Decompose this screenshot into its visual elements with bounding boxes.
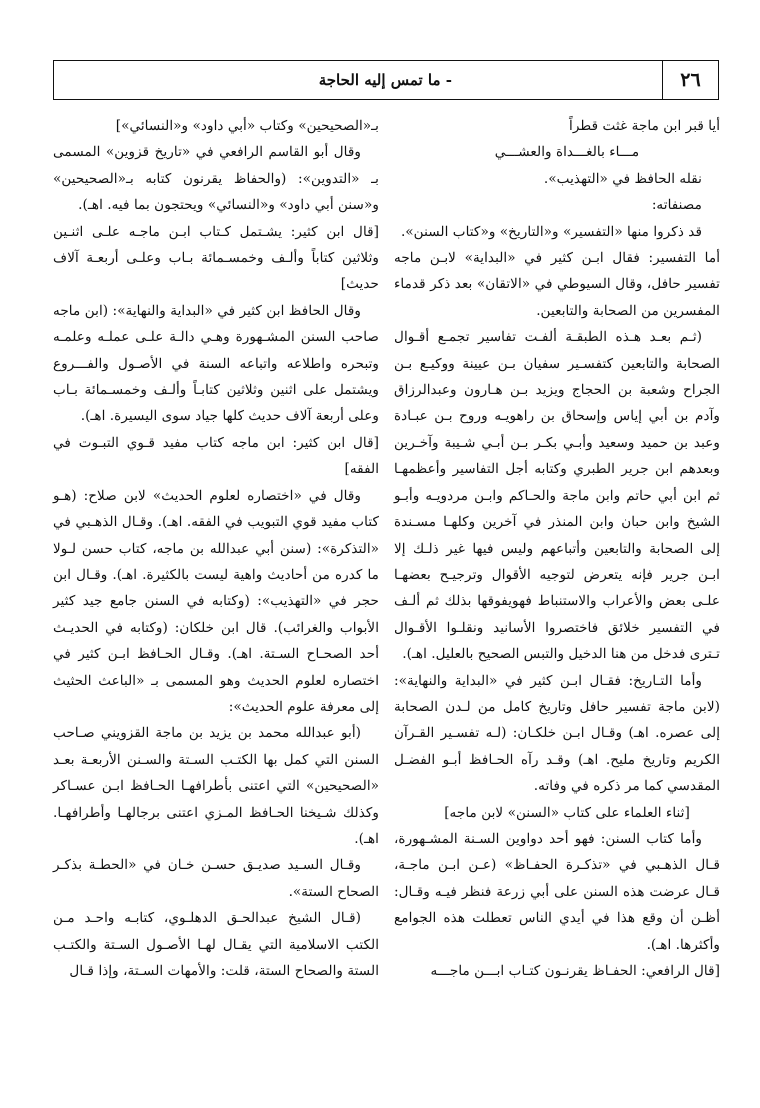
running-header (53, 60, 719, 100)
page-number: ٢٦ (662, 61, 718, 99)
paragraph: وقال في «اختصاره لعلوم الحديث» لابن صلاح: (هـو كتاب مفيد قوي التبويب في الفقه. اهـ). وقـال الذهـبي في «التذكرة»: (سنن أبي عبدالله بن ماجه، كتاب حسن لـولا ما كدره من أحاديث واهية ليست بالكثيرة. اهـ). وقـال ابن حجر في «التهذيب»: (وكتابه في السنن جامع جيد كثير الأبواب والغرائب). قال ابن خلكان: (وكتابه في الحديـث أحد الصحـاح السـتة. اهـ). وقـال الحـافظ ابـن كثير في اختصاره لعلوم الحديث وهو المسمى بـ «الباعث الحثيث إلى معرفة علوم الحديث»: (53, 487, 379, 715)
left-column (53, 113, 379, 984)
paragraph: أما التفسير: فقال ابـن كثير في «البداية» لابـن ماجه تفسير حافل، وقال السيوطي في «الاتقان» بعد ذكر قدماء المفسرين من الصحابة والتابعين. (394, 250, 720, 319)
paragraph: وأما كتاب السنن: فهو أحد دواوين السـنة المشـهورة، قـال الذهـبي في «تذكـرة الحفـاظ» (عـن ابـن ماجـة، قـال عرضت هذه السنن على أبي زرعة فنظر فيـه وقـال: أظـن أن وقع هذا في أيدي الناس تعطلت هذه الجوامع وأكثرها. اهـ). (394, 830, 720, 953)
paragraph: قد ذكروا منها «التفسير» و«التاريخ» و«كتاب السنن». (400, 223, 702, 240)
paragraph: وأما التـاريخ: فقـال ابـن كثير في «البداية والنهاية»: (لابن ماجة تفسير حافل وتاريخ كامل من لـدن الصحابة إلى عصره. اهـ) وقـال ابـن خلكـان: (لـه تفسـير القـرآن الكريم وتاريخ مليح. اهـ) وقـد رآه الحـافظ أبـو الفضـل المقدسي كما مر ذكره في وفاته. (394, 672, 720, 795)
paragraph: بـ«الصحيحين» وكتاب «أبي داود» و«النسائي»] (115, 118, 379, 134)
paragraph: [ثناء العلماء على كتاب «السنن» لابن ماجه] (444, 804, 690, 821)
paragraph: [قال ابن كثير: ابن ماجه كتاب مفيد قـوي التبـوت في الفقه] (53, 434, 379, 478)
paragraph: وقال الحافظ ابن كثير في «البداية والنهاية»: (ابن ماجه صاحب السنن المشـهورة وهـي دالـة علـى عملـه وعلمـه وتبحره واطلاعه واتباعه السنة في الأصـول والفـــروع ويشتمل على اثنين وثلاثين كتابـاً وألـف وخمسـمائة بـاب وعلى أربعة آلاف حديث كلها جياد سوى اليسيرة. اهـ). (53, 302, 379, 425)
paragraph: (أبو عبدالله محمد بن يزيد بن ماجة القزويني صـاحب السنن التي كمل بها الكتـب السـتة والسـنن الأربعـة بعـد «الصحيحين» التي اعتنى بأطرافهـا الحـافظ ابـن عسـاكر وكذلك شـيخنا الحـافظ المـزي اعتنى برجالهـا وأطرافهـا. اهـ). (53, 725, 379, 847)
paragraph: [قال ابن كثير: يشـتمل كـتاب ابـن ماجـه علـى اثنـين وثلاثين كتاباً وألـف وخمسـمائة بـاب وعلـى أربعـة آلاف حديث] (53, 223, 379, 293)
paragraph: أيا قبر ابن ماجة غثت قطراً (569, 118, 720, 134)
running-title: - ما تمس إليه الحاجة (318, 71, 452, 89)
paragraph: وقـال السـيد صديـق حسـن خـان في «الحطـة بذكـر الصحاح الستة». (53, 857, 379, 900)
paragraph: مصنفاته: (651, 197, 702, 214)
paragraph: مـــاء بالغـــداة والعشـــي (494, 144, 640, 161)
paragraph: (قـال الشيخ عبدالحـق الدهلـوي، كتابـه واحـد مـن الكتب الاسلامية التي يقـال لهـا الأصـول السـتة والكتـب الستة والصحاح الستة، قلت: والأمهات السـتة، وإذا قـال (53, 910, 379, 979)
paragraph: وقال أبو القاسم الرافعي في «تاريخ قزوين» المسمى بـ «التدوين»: (والحفاظ يقرنون كتابه بـ«الصحيحين» و«سنن أبي داود» و«النسائي» ويحتجون بما فيه. اهـ). (53, 144, 379, 214)
paragraph: (ثـم بعـد هـذه الطبقـة ألفـت تفاسير تجمـع أقـوال الصحابة والتابعين كتفسـير سفيان بـن عيينة ووكيـع بـن الجراح وشعبة بن الحجاج ويزيد بـن هـارون وعبدالرزاق وآدم بن أبي إياس وإسحاق بن راهويـه وروح بـن عبـادة وعبد بن حميد وسعيد وأبـي بكـر بـن أبـي شـيبة وآخـرين وبعدهم ابن جرير الطبري وكتابه أجل التفاسير وأعظمهـا ثم ابن أبي حاتم وابن ماجة والحـاكم وابـن مردويـه وأبـو الشيخ وابن حبان وابن المنذر في آخرين وكلهـا مسـندة إلى الصحابة والتابعين وأتباعهم وليس فيها غير ذلـك إلا ابـن جرير فإنه يتعرض لتوجيه الأقوال وترجيـح بعضهـا علـى بعض والأعراب والاستنباط فهويفوقها بذلك ثم ألـف في التفسير خلائق فاختصروا الأسانيد ونقلـوا الأقـوال تـترى فدخل من هنا الدخيل والتبس الصحيح بالعليل. اهـ). (394, 329, 720, 663)
paragraph: نقله الحافظ في «التهذيب». (543, 170, 702, 187)
right-column (394, 113, 720, 984)
paragraph: [قال الرافعي: الحفـاظ يقرنـون كتـاب ابـــن ماجـــه (430, 963, 720, 979)
